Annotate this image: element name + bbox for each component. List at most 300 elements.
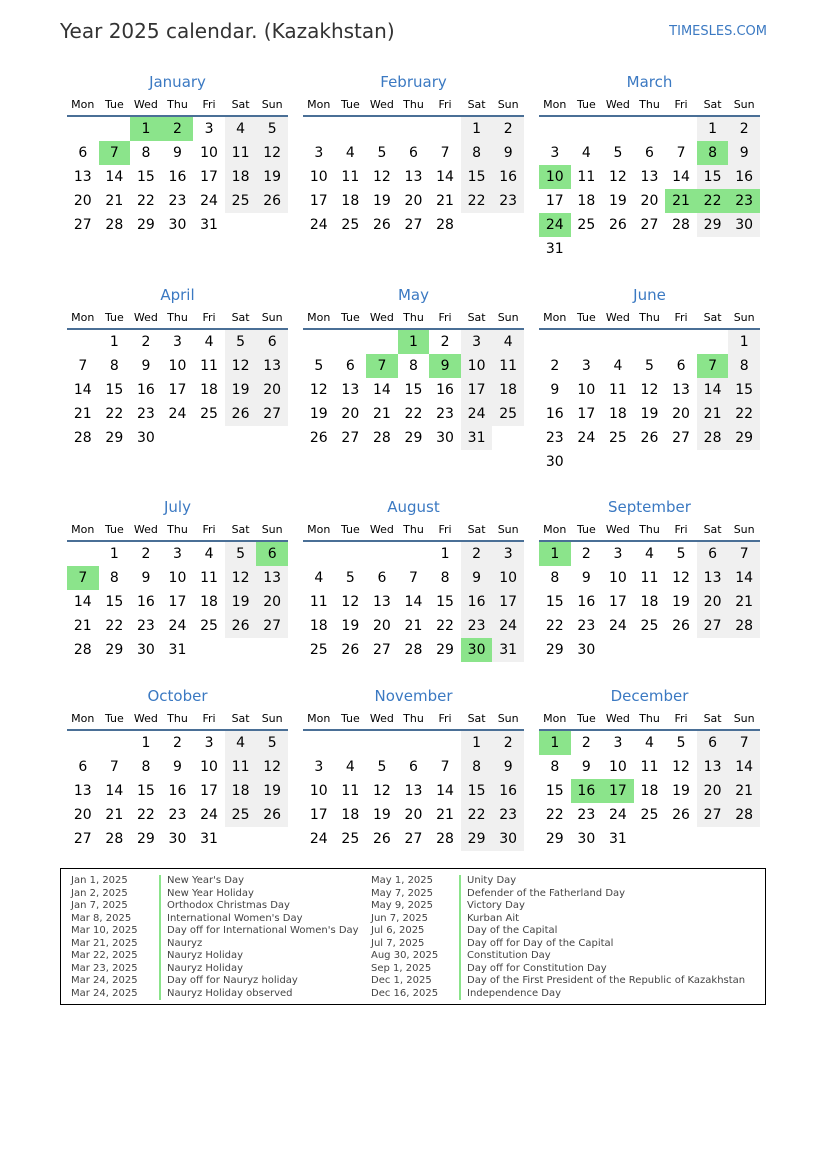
day-cell: 20 — [73, 193, 92, 209]
day-cell: 24 — [608, 618, 627, 634]
weekday-header — [67, 94, 288, 117]
day-cell: 25 — [492, 402, 524, 426]
day-cell: 26 — [256, 189, 288, 213]
empty-cell — [429, 731, 461, 755]
empty-cell — [398, 542, 430, 566]
day-cell: 17 — [577, 406, 596, 422]
weekday-label: Sat — [467, 311, 486, 324]
day-cell: 20 — [697, 779, 729, 803]
weekday-label: Thu — [639, 712, 660, 725]
month-january — [67, 71, 288, 237]
day-cell: 3 — [204, 121, 214, 137]
day-grid — [303, 731, 524, 851]
empty-cell — [99, 731, 131, 755]
legend-marker — [459, 875, 461, 888]
day-cell: 2 — [581, 735, 591, 751]
weekday-label: Thu — [639, 98, 660, 111]
weekday-label: Fri — [202, 523, 216, 536]
day-cell: 3 — [581, 358, 591, 374]
day-cell: 16 — [728, 165, 760, 189]
day-cell: 18 — [341, 807, 360, 823]
holiday-day: 24 — [539, 213, 571, 237]
day-cell: 30 — [136, 430, 155, 446]
legend-row — [71, 975, 359, 988]
weekday-label: Sat — [467, 523, 486, 536]
day-cell: 22 — [436, 618, 454, 634]
legend-holiday-name: Kurban Ait — [467, 912, 520, 924]
legend-date: Jan 1, 2025 — [71, 875, 128, 886]
legend-marker — [159, 888, 161, 901]
day-cell: 25 — [200, 406, 218, 422]
month-december — [539, 685, 760, 851]
weekday-label: Wed — [369, 311, 394, 324]
holiday-legend — [60, 868, 766, 1005]
weekday-label: Sat — [703, 523, 722, 536]
empty-cell — [539, 330, 571, 354]
weekday-label: Tue — [104, 98, 124, 111]
legend-holiday-name: Day off for Constitution Day — [467, 962, 607, 974]
day-cell: 9 — [141, 570, 151, 586]
day-cell: 5 — [377, 759, 387, 775]
month-february — [303, 71, 524, 237]
day-cell: 18 — [492, 378, 524, 402]
day-cell: 25 — [640, 807, 659, 823]
month-march — [539, 71, 760, 261]
day-cell: 31 — [545, 241, 564, 257]
day-cell: 12 — [672, 759, 690, 775]
day-cell: 5 — [314, 358, 324, 374]
day-cell: 2 — [173, 735, 182, 751]
day-cell: 14 — [728, 566, 760, 590]
day-cell: 19 — [608, 193, 627, 209]
weekday-label: Tue — [340, 712, 360, 725]
month-title: June — [633, 286, 666, 304]
day-cell: 3 — [613, 735, 623, 751]
day-cell: 10 — [168, 570, 187, 586]
day-cell: 2 — [141, 334, 151, 350]
day-cell: 16 — [168, 783, 187, 799]
day-cell: 25 — [200, 618, 218, 634]
day-cell: 21 — [436, 193, 454, 209]
legend-row — [71, 950, 359, 963]
legend-holiday-name: Day off for Nauryz holiday — [167, 975, 298, 986]
weekday-label: Mon — [307, 98, 331, 111]
weekday-label: Tue — [104, 311, 124, 324]
empty-cell — [602, 117, 634, 141]
day-cell: 16 — [577, 594, 596, 610]
legend-date: Dec 16, 2025 — [371, 987, 439, 999]
day-cell: 12 — [672, 570, 690, 586]
day-cell: 6 — [409, 759, 418, 775]
weekday-label: Mon — [307, 523, 331, 536]
day-cell: 21 — [105, 193, 124, 209]
weekday-header — [539, 708, 760, 731]
day-cell: 1 — [461, 731, 493, 755]
day-cell: 10 — [492, 566, 524, 590]
weekday-label: Sat — [231, 523, 250, 536]
holiday-day: 8 — [697, 141, 729, 165]
legend-holiday-name: Orthodox Christmas Day — [167, 900, 290, 911]
day-cell: 23 — [545, 430, 564, 446]
day-cell: 23 — [492, 803, 524, 827]
weekday-label: Thu — [639, 311, 660, 324]
weekday-label: Tue — [576, 98, 596, 111]
day-cell: 6 — [78, 145, 88, 161]
day-cell: 13 — [404, 169, 423, 185]
legend-row — [371, 975, 745, 988]
day-cell: 10 — [200, 759, 218, 775]
day-cell: 5 — [645, 358, 654, 374]
month-title: November — [374, 687, 453, 705]
day-cell: 29 — [545, 642, 564, 658]
holiday-day: 7 — [697, 354, 729, 378]
day-cell: 31 — [168, 642, 187, 658]
day-cell: 3 — [204, 735, 214, 751]
empty-cell — [665, 117, 697, 141]
day-cell: 31 — [461, 426, 493, 450]
day-cell: 17 — [200, 169, 218, 185]
day-cell: 24 — [608, 807, 627, 823]
day-cell: 26 — [225, 402, 257, 426]
day-cell: 6 — [409, 145, 418, 161]
day-cell: 27 — [697, 614, 729, 638]
day-cell: 25 — [341, 831, 360, 847]
day-cell: 6 — [256, 330, 288, 354]
weekday-label: Wed — [369, 98, 394, 111]
day-cell: 6 — [377, 570, 387, 586]
weekday-label: Sun — [261, 523, 283, 536]
day-cell: 7 — [109, 759, 119, 775]
legend-row — [71, 988, 359, 1001]
day-cell: 15 — [136, 783, 155, 799]
day-cell: 3 — [492, 542, 524, 566]
weekday-label: Mon — [307, 311, 331, 324]
day-cell: 8 — [461, 755, 493, 779]
legend-marker — [159, 913, 161, 926]
legend-date: Mar 8, 2025 — [71, 912, 132, 924]
day-cell: 19 — [672, 594, 690, 610]
day-cell: 11 — [608, 382, 627, 398]
legend-date: Jul 7, 2025 — [371, 937, 425, 949]
day-cell: 20 — [256, 378, 288, 402]
weekday-label: Sun — [497, 311, 519, 324]
day-cell: 23 — [492, 189, 524, 213]
month-july — [67, 496, 288, 662]
holiday-day: 6 — [256, 542, 288, 566]
empty-cell — [67, 731, 99, 755]
weekday-label: Fri — [674, 311, 688, 324]
day-cell: 29 — [545, 831, 564, 847]
empty-cell — [398, 117, 430, 141]
day-cell: 6 — [697, 731, 729, 755]
weekday-header — [67, 708, 288, 731]
day-cell: 26 — [256, 803, 288, 827]
day-cell: 2 — [492, 117, 524, 141]
day-cell: 1 — [728, 330, 760, 354]
legend-date: Jun 7, 2025 — [371, 912, 428, 924]
weekday-header — [303, 94, 524, 117]
legend-marker — [459, 888, 461, 901]
day-cell: 4 — [613, 358, 623, 374]
day-cell: 3 — [314, 145, 324, 161]
day-cell: 7 — [78, 358, 88, 374]
month-title: October — [147, 687, 208, 705]
day-cell: 20 — [73, 807, 92, 823]
day-cell: 12 — [640, 382, 659, 398]
day-cell: 19 — [256, 779, 288, 803]
empty-cell — [634, 330, 666, 354]
legend-row — [371, 963, 745, 976]
legend-row — [71, 875, 359, 888]
month-title: September — [608, 498, 691, 516]
day-cell: 2 — [550, 358, 560, 374]
day-cell: 16 — [136, 382, 155, 398]
legend-marker — [159, 900, 161, 913]
day-cell: 23 — [136, 618, 155, 634]
day-cell: 29 — [105, 430, 124, 446]
day-cell: 14 — [105, 169, 124, 185]
weekday-label: Thu — [403, 712, 424, 725]
day-cell: 30 — [545, 454, 564, 470]
day-cell: 8 — [461, 141, 493, 165]
day-cell: 29 — [697, 213, 729, 237]
empty-cell — [366, 117, 398, 141]
day-cell: 26 — [372, 217, 391, 233]
day-cell: 5 — [225, 330, 257, 354]
weekday-label: Mon — [543, 523, 567, 536]
day-cell: 8 — [141, 759, 151, 775]
day-cell: 13 — [640, 169, 659, 185]
day-cell: 14 — [728, 755, 760, 779]
empty-cell — [602, 330, 634, 354]
empty-cell — [571, 117, 603, 141]
day-cell: 24 — [168, 618, 187, 634]
day-cell: 6 — [697, 542, 729, 566]
weekday-label: Thu — [403, 311, 424, 324]
day-cell: 26 — [640, 430, 659, 446]
legend-row — [71, 913, 359, 926]
day-cell: 15 — [461, 779, 493, 803]
holiday-day: 16 — [571, 779, 603, 803]
day-cell: 17 — [492, 590, 524, 614]
month-may — [303, 284, 524, 450]
legend-marker — [459, 938, 461, 951]
day-cell: 10 — [309, 169, 328, 185]
day-cell: 14 — [404, 594, 423, 610]
weekday-header — [539, 307, 760, 330]
holiday-day: 17 — [602, 779, 634, 803]
weekday-label: Sat — [467, 98, 486, 111]
day-cell: 5 — [613, 145, 623, 161]
day-grid — [67, 330, 288, 450]
weekday-label: Wed — [133, 98, 158, 111]
month-june — [539, 284, 760, 474]
day-cell: 19 — [256, 165, 288, 189]
day-cell: 2 — [492, 731, 524, 755]
legend-marker — [159, 975, 161, 988]
empty-cell — [303, 117, 335, 141]
weekday-label: Sat — [231, 98, 250, 111]
weekday-label: Sun — [497, 712, 519, 725]
empty-cell — [99, 117, 131, 141]
site-link[interactable]: TIMESLES.COM — [669, 24, 767, 39]
empty-cell — [335, 117, 367, 141]
day-cell: 28 — [436, 217, 454, 233]
day-cell: 4 — [645, 546, 654, 562]
day-cell: 15 — [728, 378, 760, 402]
empty-cell — [697, 330, 729, 354]
day-cell: 28 — [697, 426, 729, 450]
day-cell: 25 — [608, 430, 627, 446]
weekday-label: Sun — [261, 98, 283, 111]
day-cell: 18 — [341, 193, 360, 209]
day-cell: 8 — [409, 358, 418, 374]
day-cell: 26 — [225, 614, 257, 638]
day-cell: 2 — [728, 117, 760, 141]
day-cell: 9 — [581, 759, 591, 775]
empty-cell — [398, 731, 430, 755]
legend-date: Mar 22, 2025 — [71, 950, 138, 961]
day-cell: 18 — [225, 779, 257, 803]
day-cell: 29 — [136, 831, 155, 847]
day-cell: 27 — [73, 831, 92, 847]
legend-holiday-name: Defender of the Fatherland Day — [467, 887, 626, 899]
day-cell: 20 — [640, 193, 659, 209]
day-cell: 30 — [728, 213, 760, 237]
weekday-label: Tue — [576, 523, 596, 536]
day-cell: 13 — [697, 755, 729, 779]
day-cell: 9 — [581, 570, 591, 586]
day-cell: 13 — [697, 566, 729, 590]
legend-holiday-name: Victory Day — [467, 900, 525, 911]
month-august — [303, 496, 524, 662]
day-cell: 8 — [550, 570, 560, 586]
day-cell: 3 — [613, 546, 623, 562]
weekday-label: Wed — [369, 523, 394, 536]
legend-date: Jan 7, 2025 — [71, 900, 128, 911]
day-cell: 27 — [404, 831, 423, 847]
weekday-label: Sat — [231, 311, 250, 324]
day-cell: 9 — [728, 141, 760, 165]
legend-marker — [459, 913, 461, 926]
legend-date: Mar 10, 2025 — [71, 925, 138, 936]
day-cell: 13 — [256, 354, 288, 378]
day-cell: 9 — [141, 358, 151, 374]
month-title: March — [626, 73, 673, 91]
day-cell: 4 — [314, 570, 324, 586]
day-cell: 2 — [581, 546, 591, 562]
weekday-label: Mon — [71, 311, 95, 324]
empty-cell — [67, 117, 99, 141]
legend-holiday-name: Day of the First President of the Republic of Kazakhstan — [467, 975, 746, 986]
day-cell: 9 — [461, 566, 493, 590]
day-cell: 25 — [225, 189, 257, 213]
day-cell: 24 — [168, 406, 187, 422]
day-cell: 3 — [173, 546, 182, 562]
legend-holiday-name: New Year's Day — [167, 875, 245, 886]
weekday-label: Fri — [438, 712, 452, 725]
legend-holiday-name: Day of the Capital — [467, 925, 558, 936]
day-cell: 27 — [372, 642, 391, 658]
weekday-label: Mon — [71, 523, 95, 536]
month-title: December — [610, 687, 689, 705]
day-cell: 18 — [608, 406, 627, 422]
day-cell: 18 — [200, 594, 218, 610]
day-cell: 18 — [225, 165, 257, 189]
day-cell: 28 — [728, 614, 760, 638]
day-cell: 20 — [372, 618, 391, 634]
holiday-day: 7 — [366, 354, 398, 378]
day-cell: 11 — [309, 594, 328, 610]
day-cell: 11 — [341, 169, 360, 185]
legend-holiday-name: Unity Day — [467, 875, 517, 886]
weekday-label: Thu — [167, 311, 188, 324]
day-cell: 14 — [372, 382, 391, 398]
legend-row — [371, 950, 745, 963]
day-cell: 19 — [341, 618, 360, 634]
day-cell: 13 — [672, 382, 690, 398]
day-cell: 14 — [697, 378, 729, 402]
legend-row — [371, 875, 745, 888]
legend-holiday-name: Nauryz Holiday — [167, 962, 243, 974]
day-cell: 5 — [256, 117, 288, 141]
day-cell: 22 — [461, 189, 493, 213]
empty-cell — [634, 117, 666, 141]
month-title: May — [397, 286, 429, 304]
weekday-label: Wed — [133, 311, 158, 324]
weekday-label: Fri — [202, 712, 216, 725]
day-cell: 28 — [728, 803, 760, 827]
day-cell: 28 — [404, 642, 423, 658]
day-cell: 30 — [168, 831, 187, 847]
weekday-label: Thu — [403, 523, 424, 536]
day-grid — [67, 731, 288, 851]
day-cell: 3 — [314, 759, 324, 775]
legend-date: Sep 1, 2025 — [371, 962, 432, 974]
empty-cell — [335, 731, 367, 755]
day-cell: 18 — [577, 193, 596, 209]
day-cell: 11 — [200, 570, 218, 586]
weekday-label: Tue — [340, 523, 360, 536]
day-cell: 7 — [409, 570, 418, 586]
weekday-label: Thu — [167, 523, 188, 536]
day-cell: 16 — [461, 590, 493, 614]
weekday-label: Sun — [733, 712, 755, 725]
legend-holiday-name: Nauryz — [167, 937, 203, 949]
legend-date: Mar 23, 2025 — [71, 962, 138, 974]
legend-marker — [159, 875, 161, 888]
day-cell: 8 — [141, 145, 151, 161]
day-cell: 29 — [404, 430, 423, 446]
day-cell: 3 — [461, 330, 493, 354]
day-cell: 14 — [73, 382, 92, 398]
day-cell: 2 — [440, 334, 450, 350]
weekday-label: Fri — [202, 311, 216, 324]
weekday-header — [539, 519, 760, 542]
day-cell: 5 — [377, 145, 387, 161]
empty-cell — [539, 117, 571, 141]
day-cell: 15 — [697, 165, 729, 189]
day-cell: 10 — [461, 354, 493, 378]
day-cell: 23 — [577, 618, 596, 634]
day-cell: 31 — [492, 638, 524, 662]
legend-holiday-name: International Women's Day — [167, 912, 303, 924]
weekday-label: Thu — [639, 523, 660, 536]
day-cell: 30 — [577, 642, 596, 658]
weekday-label: Wed — [605, 311, 630, 324]
day-cell: 11 — [341, 783, 360, 799]
weekday-label: Thu — [167, 712, 188, 725]
